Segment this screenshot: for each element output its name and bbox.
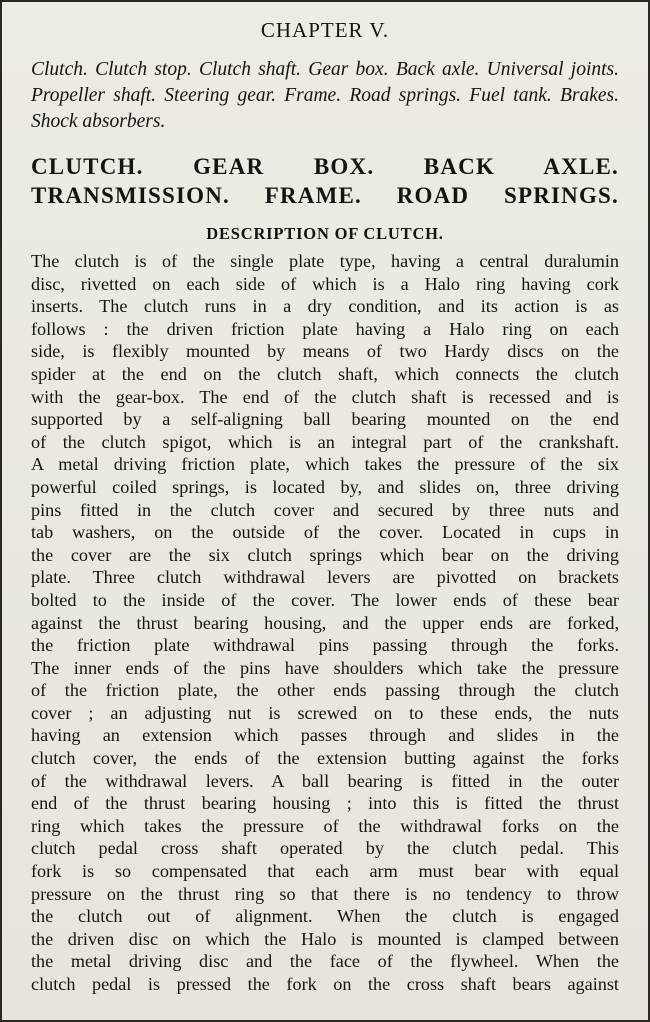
body-line: spider at the end on the clutch shaft, which connects the clutch [31,363,619,384]
body-line: follows : the driven friction plate having a Halo ring on each [31,318,619,339]
body-line: fork is so compensated that each arm must bear with equal [31,861,619,882]
body-line: with the gear-box. The end of the clutch shaft is recessed and is [31,386,619,407]
body-line: of the friction plate, the other ends passing through the clutch [31,680,619,701]
chapter-contents: Clutch. Clutch stop. Clutch shaft. Gear box. Back axle. Universal joints. Propeller shaft. Steering gear. Frame. Road springs. Fuel tank. Brakes. Shock absorbers. [31,59,619,132]
body-line: ring which takes the pressure of the withdrawal forks on the [31,815,619,836]
body-line: clutch pedal cross shaft operated by the clutch pedal. This [31,838,619,859]
body-line: end of the thrust bearing housing ; into this is fitted the thrust [31,793,619,814]
section-title-line: CLUTCH. GEAR BOX. BACK AXLE. [31,154,619,179]
body-line: supported by a self-aligning ball bearing mounted on the end [31,409,619,430]
body-line: A metal driving friction plate, which takes the pressure of the six [31,454,619,475]
body-text [31,250,619,996]
section-title [31,152,619,210]
body-line: clutch pedal is pressed the fork on the cross shaft bears against [31,974,619,994]
section-title-line: TRANSMISSION. FRAME. ROAD SPRINGS. [31,183,619,208]
body-line: The clutch is of the single plate type, having a central duralumin [31,251,619,271]
body-line: the metal driving disc and the face of the flywheel. When the [31,951,619,972]
body-line: the driven disc on which the Halo is mounted is clamped between [31,928,619,949]
body-line: cover ; an adjusting nut is screwed on to these ends, the nuts [31,702,619,723]
body-line: of the clutch spigot, which is an integral part of the crankshaft. [31,431,619,452]
body-line: inserts. The clutch runs in a dry condition, and its action is as [31,296,619,317]
body-line: the clutch out of alignment. When the clutch is engaged [31,906,619,927]
body-line: bolted to the inside of the cover. The lower ends of these bear [31,589,619,610]
body-line: plate. Three clutch withdrawal levers are pivotted on brackets [31,567,619,588]
body-line: side, is flexibly mounted by means of two Hardy discs on the [31,341,619,362]
body-line: powerful coiled springs, is located by, and slides on, three driving [31,476,619,497]
body-line: pressure on the thrust ring so that there is no tendency to throw [31,883,619,904]
body-line: clutch cover, the ends of the extension butting against the forks [31,748,619,769]
body-line: tab washers, on the outside of the cover. Located in cups in [31,522,619,543]
subheading: DESCRIPTION OF CLUTCH. [206,224,444,243]
body-line: the cover are the six clutch springs which bear on the driving [31,544,619,565]
body-line: having an extension which passes through and slides in the [31,725,619,746]
chapter-heading: CHAPTER V. [260,18,390,42]
body-line: The inner ends of the pins have shoulders which take the pressure [31,657,619,678]
body-line: against the thrust bearing housing, and the upper ends are forked, [31,612,619,633]
body-line: the friction plate withdrawal pins passing through the forks. [31,635,619,656]
body-line: of the withdrawal levers. A ball bearing is fitted in the outer [31,770,619,791]
body-line: disc, rivetted on each side of which is a Halo ring having cork [31,273,619,294]
body-line: pins fitted in the clutch cover and secured by three nuts and [31,499,619,520]
